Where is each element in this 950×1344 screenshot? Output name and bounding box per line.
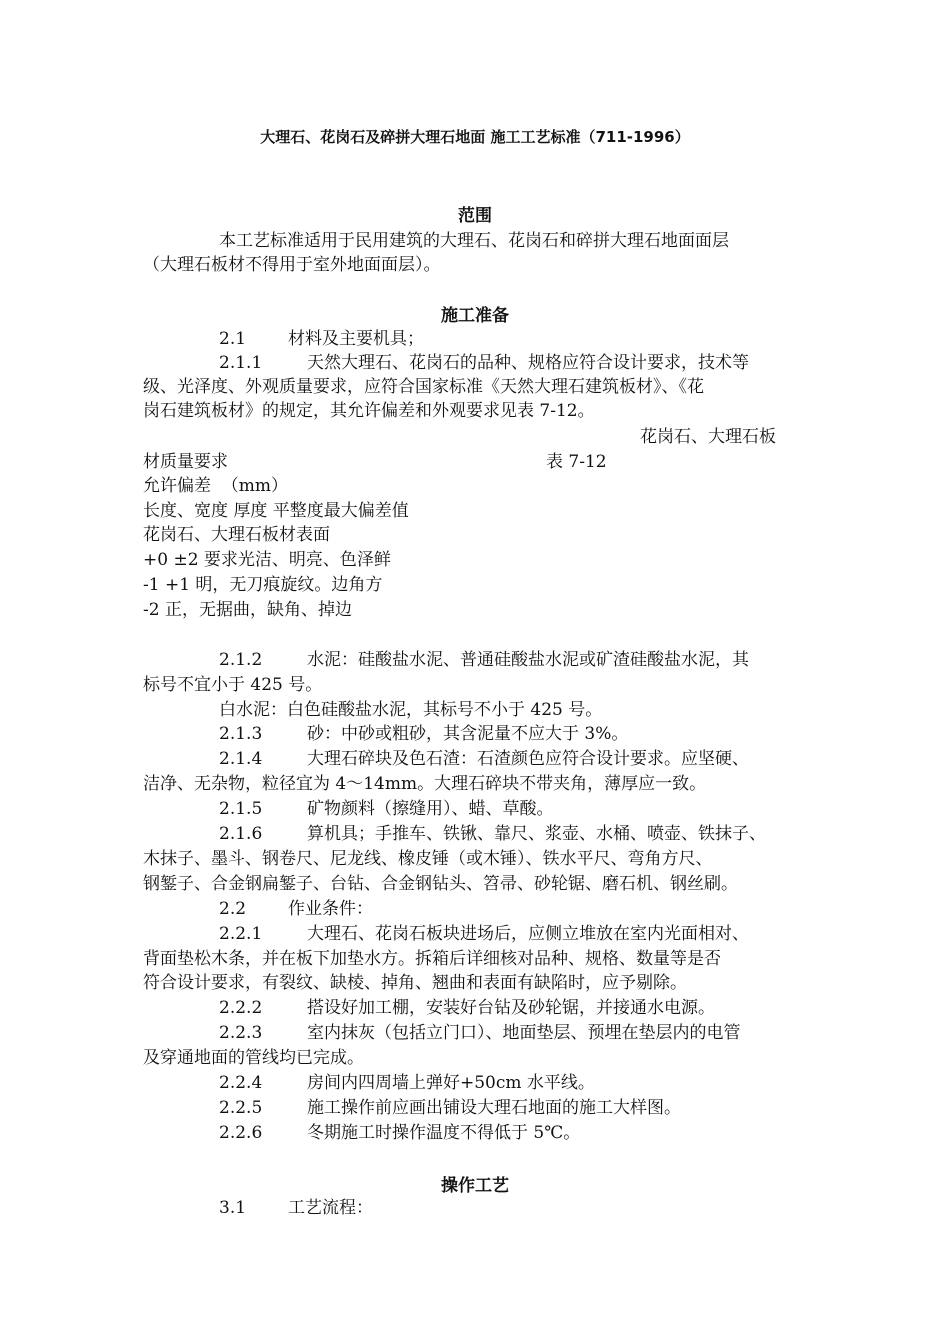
document-title: 大理石、花岗石及碎拼大理石地面 施工工艺标准（711-1996）	[260, 128, 690, 146]
table-caption-left: 材质量要求	[143, 452, 228, 472]
item-2-1-5-number: 2.1.5	[219, 799, 263, 819]
item-2-2-5-number: 2.2.5	[219, 1098, 263, 1118]
item-2-1-5-text: 矿物颜料（擦缝用）、蜡、草酸。	[307, 799, 554, 819]
item-2-2-3-line-2: 及穿通地面的管线均已完成。	[143, 1048, 364, 1068]
item-2-2-2-text: 搭设好加工棚，安装好台钻及砂轮锯，并接通水电源。	[307, 998, 715, 1018]
item-2-1-1-line-3: 岗石建筑板材》的规定，其允许偏差和外观要求见表 7-12。	[143, 401, 595, 421]
item-2-2-1-line-3: 符合设计要求，有裂纹、缺棱、掉角、翘曲和表面有缺陷时，应予剔除。	[143, 973, 687, 993]
item-2-1-number: 2.1	[219, 329, 247, 349]
table-row: -1 +1 明，无刀痕旋纹。边角方	[143, 575, 383, 595]
item-2-1-2-number: 2.1.2	[219, 650, 263, 670]
item-2-2-4-text: 房间内四周墙上弹好+50cm 水平线。	[307, 1073, 595, 1093]
item-2-2-5-text: 施工操作前应画出铺设大理石地面的施工大样图。	[307, 1098, 681, 1118]
item-2-2-1-line-2: 背面垫松木条，并在板下加垫水方。拆箱后详细核对品种、规格、数量等是否	[143, 949, 721, 969]
item-2-2-3-number: 2.2.3	[219, 1023, 263, 1043]
heading-scope: 范围	[458, 206, 492, 226]
item-2-1-6-line-2: 木抹子、墨斗、钢卷尺、尼龙线、橡皮锤（或木锤）、铁水平尺、弯角方尺、	[143, 849, 713, 869]
item-2-1-1-line-1: 天然大理石、花岗石的品种、规格应符合设计要求，技术等	[307, 353, 749, 373]
item-2-2-1-number: 2.2.1	[219, 924, 263, 944]
item-2-1-2-line-1: 水泥：硅酸盐水泥、普通硅酸盐水泥或矿渣硅酸盐水泥，其	[307, 650, 749, 670]
item-2-2-6-text: 冬期施工时操作温度不得低于 5℃。	[307, 1123, 581, 1143]
table-row: -2 正，无据曲，缺角、掉边	[143, 600, 352, 620]
item-2-2-3-line-1: 室内抹灰（包括立门口）、地面垫层、预埋在垫层内的电管	[307, 1023, 741, 1043]
scope-line-1: 本工艺标准适用于民用建筑的大理石、花岗石和碎拼大理石地面面层	[219, 231, 729, 251]
item-2-2-1-line-1: 大理石、花岗石板块进场后，应侧立堆放在室内光面相对、	[307, 924, 749, 944]
scope-line-2: （大理石板材不得用于室外地面面层）。	[143, 255, 441, 275]
heading-preparation: 施工准备	[441, 306, 509, 326]
item-2-2-6-number: 2.2.6	[219, 1123, 263, 1143]
item-2-1-6-number: 2.1.6	[219, 824, 263, 844]
item-2-1-text: 材料及主要机具；	[288, 329, 424, 349]
table-row: +0 ±2 要求光洁、明亮、色泽鲜	[143, 550, 391, 570]
item-2-1-2-line-2: 标号不宜小于 425 号。	[143, 675, 323, 695]
item-2-1-4-line-1: 大理石碎块及色石渣：石渣颜色应符合设计要求。应坚硬、	[307, 749, 749, 769]
item-2-1-2-line-3: 白水泥：白色硅酸盐水泥，其标号不小于 425 号。	[219, 700, 603, 720]
item-2-2-4-number: 2.2.4	[219, 1073, 263, 1093]
item-2-1-4-number: 2.1.4	[219, 749, 263, 769]
item-3-1-text: 工艺流程：	[288, 1198, 373, 1218]
item-2-2-2-number: 2.2.2	[219, 998, 263, 1018]
table-row: 允许偏差 （mm）	[143, 476, 289, 496]
item-2-2-text: 作业条件：	[288, 899, 373, 919]
item-2-1-1-number: 2.1.1	[219, 353, 263, 373]
item-2-1-3-number: 2.1.3	[219, 724, 263, 744]
item-3-1-number: 3.1	[219, 1198, 247, 1218]
item-2-1-6-line-1: 算机具；手推车、铁锹、靠尺、浆壶、水桶、喷壶、铁抹子、	[307, 824, 766, 844]
heading-process: 操作工艺	[441, 1176, 509, 1196]
item-2-2-number: 2.2	[219, 899, 247, 919]
table-row: 花岗石、大理石板材表面	[143, 525, 330, 545]
table-caption-right: 花岗石、大理石板	[640, 427, 776, 447]
item-2-1-1-line-2: 级、光泽度、外观质量要求，应符合国家标准《天然大理石建筑板材》、《花	[143, 377, 704, 397]
item-2-1-3-text: 砂：中砂或粗砂，其含泥量不应大于 3%。	[307, 724, 629, 744]
item-2-1-4-line-2: 洁净、无杂物，粒径宜为 4～14mm。大理石碎块不带夹角，薄厚应一致。	[143, 774, 707, 794]
item-2-1-6-line-3: 钢錾子、合金钢扁錾子、台钻、合金钢钻头、笤帚、砂轮锯、磨石机、钢丝刷。	[143, 874, 738, 894]
table-number: 表 7-12	[546, 452, 607, 472]
table-row: 长度、宽度 厚度 平整度最大偏差值	[143, 501, 409, 521]
